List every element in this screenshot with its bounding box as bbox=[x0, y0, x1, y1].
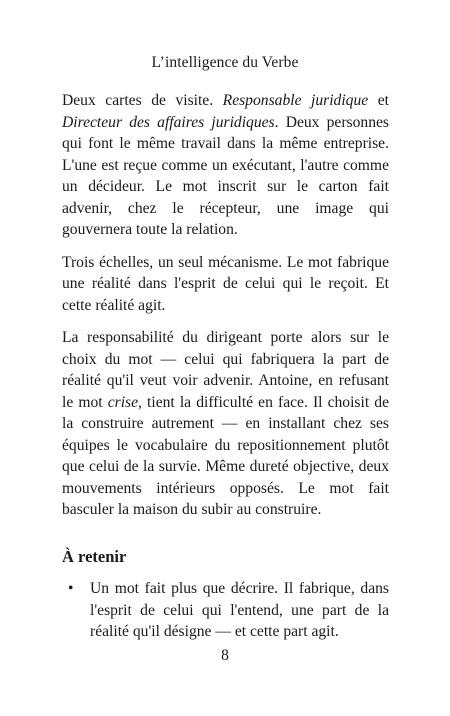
paragraph bbox=[62, 327, 389, 521]
body-text bbox=[62, 90, 389, 643]
text-run: et bbox=[368, 92, 389, 109]
bullet-list bbox=[62, 578, 389, 643]
text-run: Trois échelles, un seul mécanisme. Le mot fabrique une réalité dans l'esprit de celui qui le reçoit. Et cette réalité agit. bbox=[62, 253, 389, 314]
section-title: À retenir bbox=[62, 546, 127, 566]
italic-text: crise bbox=[107, 393, 139, 411]
running-head: L’intelligence du Verbe bbox=[151, 54, 299, 71]
italic-text: Directeur des affaires juridiques bbox=[62, 113, 275, 131]
bullet-item bbox=[62, 578, 389, 643]
italic-text: Responsable juridique bbox=[222, 92, 369, 109]
page-number: 8 bbox=[221, 647, 229, 664]
text-run: Deux cartes de visite. bbox=[62, 92, 223, 109]
paragraph bbox=[62, 252, 389, 317]
bullet-marker: • bbox=[68, 580, 74, 597]
text-run: , tient la difficulté en face. Il choisit de la construire autrement — en installant chez ses équipes le vocabulaire du repositionnement plutôt que celui de la survie. Même dureté objective, deux mouvements intérieurs opposés. Le mot fait basculer la maison du subir au construire. bbox=[62, 393, 389, 518]
text-run: . Deux personnes qui font le même travail dans la même entreprise. L'une est reçue comme un exécutant, l'autre comme un décideur. Le mot inscrit sur le carton fait advenir, chez le récepteur, une image qui gouvernera toute la relation. bbox=[62, 113, 389, 238]
bullet-text: Un mot fait plus que décrire. Il fabrique, dans l'esprit de celui qui l'entend, une part de la réalité qu'il désigne — et cette part agit. bbox=[90, 580, 389, 640]
text-run: La responsabilité du dirigeant porte alors sur le choix du mot — celui qui fabriquera la part de réalité qu'il veut voir advenir. Antoine, en refusant le mot bbox=[62, 329, 389, 411]
paragraph bbox=[62, 90, 389, 241]
